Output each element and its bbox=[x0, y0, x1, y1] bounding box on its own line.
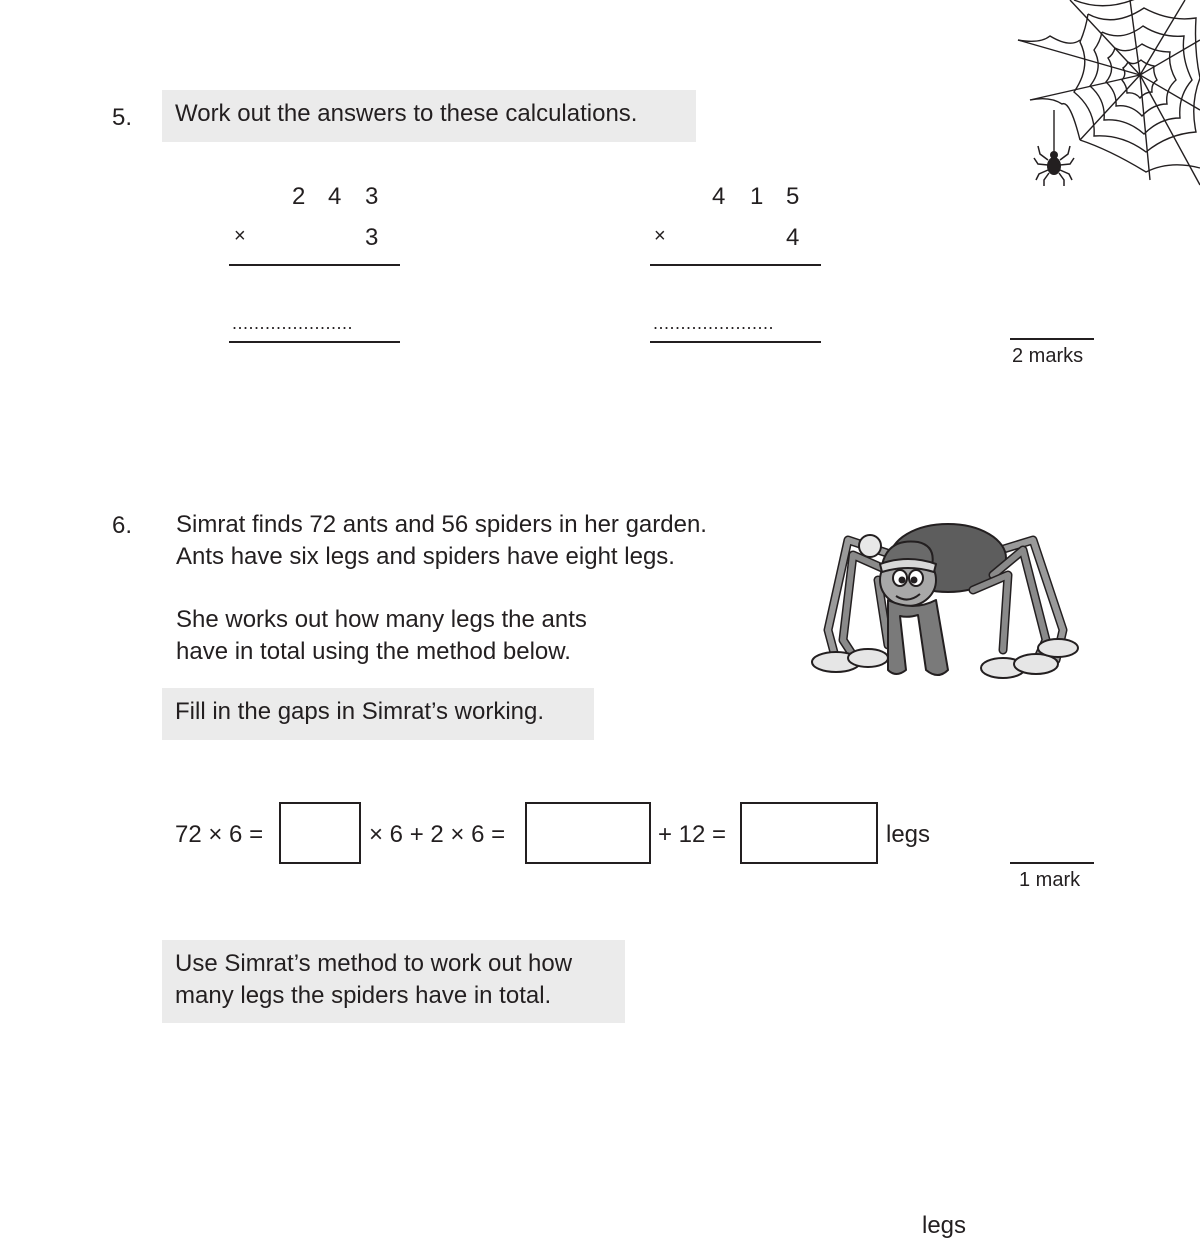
calc2-digit-ones: 5 bbox=[786, 183, 800, 210]
calc1-digit-hundreds: 2 bbox=[292, 183, 306, 210]
equation-part-2: × 6 + 2 × 6 = bbox=[369, 821, 506, 848]
question-5-number: 5. bbox=[112, 104, 133, 131]
question-6-marks-line bbox=[1010, 862, 1094, 864]
calc1-digit-tens: 4 bbox=[328, 183, 342, 210]
answer-unit-legs-cutoff bbox=[922, 1212, 967, 1239]
answer-box-3[interactable] bbox=[740, 802, 878, 864]
cartoon-spider-illustration bbox=[808, 520, 1083, 690]
calc2-top-rule bbox=[650, 264, 821, 266]
calc1-multiplier: 3 bbox=[365, 224, 379, 251]
question-6-method-text bbox=[176, 604, 696, 668]
calc2-digit-hundreds: 4 bbox=[712, 183, 726, 210]
question-6-instruction-fill-gaps bbox=[162, 688, 594, 740]
calc2-answer-space[interactable]: ...................... bbox=[653, 313, 775, 333]
question-6-marks: 1 mark bbox=[1019, 869, 1081, 891]
question-6-intro-line-2: Ants have six legs and spiders have eight legs. bbox=[176, 543, 675, 570]
question-6-instruction-spiders-line-1: Use Simrat’s method to work out how bbox=[175, 950, 573, 977]
equation-part-1: 72 × 6 = bbox=[175, 821, 264, 848]
question-5-marks-line bbox=[1010, 338, 1094, 340]
question-5-instruction bbox=[162, 90, 696, 142]
question-6-method-line-1: She works out how many legs the ants bbox=[176, 606, 587, 633]
calc1-bottom-rule bbox=[229, 341, 400, 343]
calc2-digit-tens: 1 bbox=[750, 183, 764, 210]
answer-unit-legs-text: legs bbox=[922, 1212, 967, 1239]
calc1-top-rule bbox=[229, 264, 400, 266]
question-5-instruction-text: Work out the answers to these calculations. bbox=[175, 100, 638, 127]
question-6-intro bbox=[176, 509, 796, 573]
question-6-intro-line-1: Simrat finds 72 ants and 56 spiders in her garden. bbox=[176, 511, 707, 538]
question-6-method-line-2: have in total using the method below. bbox=[176, 638, 571, 665]
question-6-number: 6. bbox=[112, 512, 133, 539]
answer-box-2[interactable] bbox=[525, 802, 651, 864]
equation-unit-legs: legs bbox=[886, 821, 931, 848]
calc2-bottom-rule bbox=[650, 341, 821, 343]
spider-web-illustration bbox=[1010, 0, 1200, 190]
equation-part-3: + 12 = bbox=[658, 821, 727, 848]
calc1-digit-ones: 3 bbox=[365, 183, 379, 210]
question-6-instruction-spiders bbox=[162, 940, 625, 1023]
question-6-instruction-spiders-line-2: many legs the spiders have in total. bbox=[175, 982, 552, 1009]
answer-box-1[interactable] bbox=[279, 802, 361, 864]
calc2-times-sign: × bbox=[654, 225, 666, 247]
calc2-multiplier: 4 bbox=[786, 224, 800, 251]
calc1-times-sign: × bbox=[234, 225, 246, 247]
question-5-marks: 2 marks bbox=[1012, 345, 1084, 367]
question-6-instruction-fill-gaps-text: Fill in the gaps in Simrat’s working. bbox=[175, 698, 545, 725]
calc1-answer-space[interactable]: ...................... bbox=[232, 313, 354, 333]
